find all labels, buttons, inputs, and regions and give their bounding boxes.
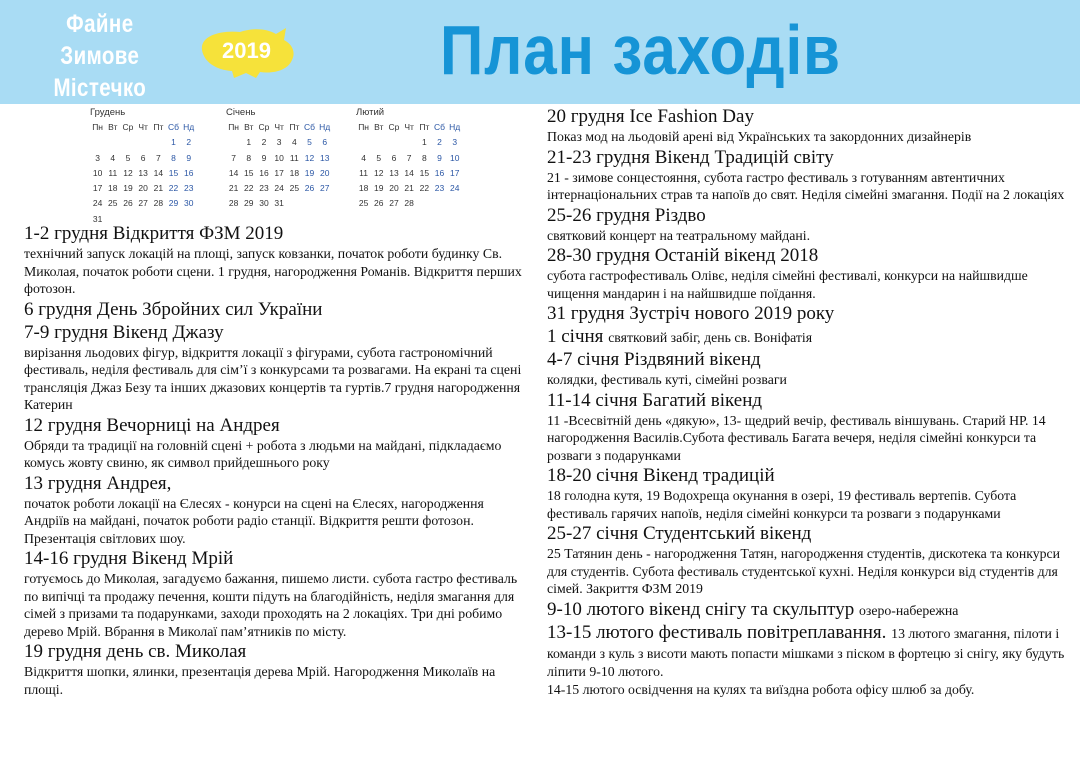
calendar-weekday: Нд [183, 122, 195, 132]
calendar-day: 20 [319, 167, 330, 178]
calendar-day: 25 [289, 183, 300, 194]
event-item [24, 321, 532, 414]
calendar-day: 12 [374, 167, 384, 178]
calendar-day [105, 135, 120, 150]
event-item [547, 598, 1067, 621]
calendar-day: 21 [228, 183, 239, 194]
calendar-weekday-row [356, 120, 462, 135]
event-title: 20 грудня Ice Fashion Day [547, 106, 754, 127]
calendar-day: 11 [359, 167, 368, 178]
calendar-day: 9 [186, 152, 192, 163]
calendar-day: 6 [391, 152, 397, 163]
calendar-day: 11 [289, 152, 299, 163]
calendar-day: 29 [244, 198, 254, 209]
calendar-week [356, 181, 462, 196]
calendar-weekday-row [90, 120, 196, 135]
calendar-day: 9 [437, 152, 442, 163]
event-description: початок роботи локації на Єлесях - конурси на сцені на Єлесях, нагородження Андріїв на майдані, початок роботи радіо станції. Відкриття решти фотозон. Презентація світлових шоу. [24, 495, 484, 546]
event-item [547, 204, 1067, 245]
calendar-day: 2 [186, 137, 192, 148]
calendar-december [90, 106, 196, 227]
calendar-day: 12 [123, 167, 133, 178]
calendar-day: 18 [289, 167, 300, 178]
calendar-weekday: Чт [138, 122, 148, 132]
events-right-column [547, 105, 1067, 698]
event-title-line [547, 244, 1067, 267]
event-item [24, 222, 532, 298]
calendar-month-title: Грудень [90, 107, 126, 118]
calendar-day: 19 [304, 167, 315, 178]
calendar-day: 14 [153, 167, 164, 178]
calendar-day [120, 135, 135, 150]
calendar-weekday: Вт [374, 122, 384, 132]
calendar-day: 26 [304, 183, 315, 194]
calendar-week [90, 151, 196, 166]
calendar-week [356, 196, 462, 211]
calendar-day: 31 [92, 213, 103, 224]
calendar-day: 7 [155, 152, 161, 163]
calendar-day [371, 135, 386, 150]
event-description: готуємось до Миколая, загадуємо бажання, пишемо листи. субота гастро фестиваль по випічці та продажу печення, кошти підуть на благодійність, неділя змагання для сімей з призами та подарунками, заходи проходять на 2 локаціях. Три дні робимо дерево Мрій. Вбрання в Миколаї пам’ятників по місту. [24, 571, 518, 639]
calendar-day: 5 [376, 152, 382, 163]
event-title-line [24, 414, 532, 437]
calendar-day: 24 [449, 183, 460, 194]
calendar-day [151, 135, 166, 150]
calendar-day: 13 [389, 167, 399, 178]
calendar-day: 7 [231, 152, 236, 163]
calendar-day [432, 196, 447, 211]
calendar-day: 23 [183, 183, 194, 194]
calendar-day: 3 [276, 137, 282, 148]
calendar-weekday: Сб [434, 122, 446, 132]
calendar-week [90, 166, 196, 181]
events-left-column [24, 222, 532, 698]
header-banner [0, 0, 1080, 104]
calendar-day: 3 [95, 152, 100, 163]
calendar-day: 27 [389, 198, 399, 209]
calendar-week [226, 181, 332, 196]
event-description: Обряди та традиції на головній сцені + робота з людьми на майдані, підкладаємо комусь жовту свиню, як символ прийдешнього року [24, 437, 502, 470]
event-description: 18 голодна кутя, 19 Водохреща окунання в озері, 19 фестиваль вертепів. Субота фестиваль гарячих напоїв, неділя сімейні конкурси та розваги з подарунками [547, 488, 1017, 521]
calendar-weekday: Сб [304, 122, 316, 132]
calendar-day: 22 [244, 183, 254, 194]
event-item [547, 464, 1067, 522]
calendar-day: 10 [449, 152, 460, 163]
event-title: 4-7 січня Різдвяний вікенд [547, 349, 761, 370]
event-title: 25-27 січня Студентський вікенд [547, 523, 812, 544]
event-title: 11-14 січня Багатий вікенд [547, 389, 763, 411]
page-title: План заходів [440, 11, 841, 89]
calendar-day: 12 [304, 152, 315, 163]
event-title-line [547, 621, 1067, 681]
calendar-week [356, 135, 462, 150]
brand-year: 2019 [222, 38, 271, 63]
calendar-day: 15 [419, 167, 430, 178]
calendar-day: 28 [153, 198, 164, 209]
calendar-day [356, 135, 371, 150]
event-title-line [547, 105, 1067, 128]
calendar-day: 8 [421, 152, 427, 163]
calendar-day: 10 [92, 167, 103, 178]
calendar-weekday: Чт [274, 122, 284, 132]
calendar-day: 29 [168, 198, 179, 209]
event-title-line [547, 464, 1067, 487]
calendar-day: 1 [246, 137, 252, 148]
calendar-weekday: Вт [244, 122, 254, 132]
event-title: 18-20 січня Вікенд традицій [547, 465, 775, 486]
calendar-day [226, 135, 241, 150]
calendar-week [226, 166, 332, 181]
calendar-day: 31 [274, 198, 284, 209]
calendar-day: 21 [153, 183, 164, 194]
calendar-day: 24 [92, 198, 103, 209]
event-title-line [547, 389, 1067, 412]
event-description: Показ мод на льодовій арені від Українських та закордонних дизайнерів [547, 129, 972, 144]
calendar-weekday: Ср [122, 122, 134, 132]
calendar-day: 17 [449, 167, 460, 178]
calendar-weekday: Пн [228, 122, 239, 132]
calendar-day: 6 [140, 152, 146, 163]
calendar-day: 26 [374, 198, 384, 209]
calendar-day: 21 [404, 183, 414, 194]
event-title-line [24, 298, 532, 321]
event-description: Відкриття шопки, ялинки, презентація дерева Мрій. Нагородження Миколаїв на площі. [24, 664, 496, 697]
calendar-day: 22 [168, 183, 179, 194]
calendar-day: 14 [404, 167, 414, 178]
event-title: 19 грудня день св. Миколая [24, 641, 247, 662]
event-title: 25-26 грудня Різдво [547, 204, 706, 226]
event-title-line [547, 302, 1067, 325]
event-title-line [547, 204, 1067, 227]
event-title-line [24, 321, 532, 344]
calendar-day: 2 [437, 137, 442, 148]
event-item [547, 681, 1067, 699]
event-item [24, 547, 532, 640]
calendar-weekday: Пн [92, 122, 103, 132]
event-title: 13 грудня Андрея, [24, 472, 172, 494]
calendar-day: 13 [138, 167, 148, 178]
calendar-weekday: Сб [168, 122, 180, 132]
event-title-line [547, 522, 1067, 545]
calendar-day: 20 [138, 183, 148, 194]
calendar-week [226, 196, 332, 211]
event-title: 1-2 грудня Відкриття ФЗМ 2019 [24, 223, 284, 244]
calendar-day [317, 196, 332, 211]
calendar-day: 30 [183, 198, 194, 209]
event-title: 7-9 грудня Вікенд Джазу [24, 321, 224, 343]
event-description: колядки, фестиваль куті, сімейні розваги [547, 372, 787, 387]
calendar-weekday: Пт [153, 122, 164, 132]
event-item [24, 298, 532, 321]
event-inline-note: озеро-набережна [858, 602, 959, 618]
calendar-day: 8 [171, 152, 176, 163]
event-description: технічний запуск локацій на площі, запуск ковзанки, початок роботи будинку Св. Миколая, початок роботи сцени. 1 грудня, нагородження Романів. Відкриття перших фотозон. [24, 246, 522, 296]
calendar-weekday: Вт [108, 122, 118, 132]
calendar-week [90, 181, 196, 196]
event-item [547, 621, 1067, 681]
event-item [547, 302, 1067, 325]
event-item [24, 414, 532, 472]
calendar-month-title: Лютий [356, 107, 385, 118]
event-inline-note: 13 лютого змагання, пілоти і команди з куль з висоти мають попасти мішками з піском в фортецю зі снігу, яку будуть ліпити 9-10 лютого. [547, 625, 1065, 679]
calendar-week [90, 196, 196, 211]
event-title: 21-23 грудня Вікенд Традицій світу [547, 146, 834, 168]
calendar-week [226, 151, 332, 166]
calendar-day: 16 [434, 167, 445, 178]
calendar-day: 25 [358, 198, 369, 209]
event-description: 14-15 лютого освідчення на кулях та виїздна робота офісу шлюб за добу. [547, 681, 975, 697]
event-item [547, 325, 1067, 348]
event-item [24, 472, 532, 548]
calendar-weekday: Пт [289, 122, 300, 132]
calendar-week [356, 151, 462, 166]
brand-line-1: Файне Зимове [60, 10, 140, 70]
calendar-day: 3 [452, 137, 458, 148]
calendar-day [402, 135, 417, 150]
brand-logo [24, 8, 176, 104]
calendar-day: 27 [319, 183, 330, 194]
event-item [547, 522, 1067, 598]
calendar-weekday: Ср [388, 122, 400, 132]
event-item [547, 348, 1067, 389]
calendar-day: 15 [244, 167, 254, 178]
calendar-day: 5 [125, 152, 131, 163]
calendar-day: 17 [274, 167, 284, 178]
calendar-day: 28 [404, 198, 414, 209]
event-inline-note: святковий забіг, день св. Воніфатія [608, 330, 813, 345]
calendar-month-title: Січень [226, 107, 256, 118]
event-description: 21 - зимове сонцестояння, субота гастро фестиваль з готуванням автентичних інтернаціональних страв та напоїв до свят. Неділя сімейні змагання. Події на 2 локаціях [547, 169, 1065, 202]
calendar-weekday: Нд [449, 122, 461, 132]
event-title-line [24, 222, 532, 245]
brand-line-2: Містечко [53, 74, 147, 102]
event-title: 1 січня [547, 326, 604, 347]
calendar-day: 15 [168, 167, 179, 178]
calendar-day: 16 [183, 167, 194, 178]
event-title: 6 грудня День Збройних сил України [24, 298, 323, 320]
event-title-line [547, 325, 1067, 348]
event-title: 12 грудня Вечорниці на Андрея [24, 414, 280, 436]
calendar-weekday: Чт [404, 122, 414, 132]
event-title: 9-10 лютого вікенд снігу та скульптур [547, 598, 855, 620]
calendar-day: 9 [261, 152, 267, 163]
calendar-weekday: Ср [258, 122, 270, 132]
event-item [547, 105, 1067, 146]
calendar-day: 23 [259, 183, 269, 194]
calendar-day: 24 [274, 183, 284, 194]
calendar-day [417, 196, 432, 211]
calendar-january [226, 106, 332, 212]
calendar-day: 6 [322, 137, 328, 148]
calendar-day: 19 [374, 183, 384, 194]
event-description: субота гастрофестиваль Олівє, неділя сімейні фестивалі, конкурси на найшвидше чищення мандарин і на найшвидше поїдання. [547, 268, 1028, 301]
calendar-weekday-row [226, 120, 332, 135]
calendar-day: 18 [358, 183, 369, 194]
calendar-day [136, 135, 151, 150]
calendar-february [356, 106, 462, 212]
calendar-day: 26 [123, 198, 133, 209]
calendar-day: 1 [171, 137, 176, 148]
calendar-weekday: Пн [358, 122, 369, 132]
calendar-day [302, 196, 317, 211]
event-title-line [24, 472, 532, 495]
calendar-day: 27 [138, 198, 148, 209]
event-item [547, 244, 1067, 302]
calendar-day: 11 [108, 167, 118, 178]
calendar-week [226, 135, 332, 150]
calendar-day: 14 [228, 167, 239, 178]
event-title: 13-15 лютого фестиваль повітреплавання. [547, 621, 887, 643]
event-title: 14-16 грудня Вікенд Мрій [24, 548, 234, 569]
event-title-line [547, 598, 1067, 621]
calendar-weekday: Пт [419, 122, 430, 132]
calendar-day: 4 [291, 137, 297, 148]
calendar-day: 18 [108, 183, 118, 194]
calendar-day: 7 [406, 152, 412, 163]
calendar-day: 10 [274, 152, 284, 163]
calendar-day [90, 135, 105, 150]
calendar-day: 2 [261, 137, 267, 148]
event-description: 11 -Всесвітній день «дякую», 13- щедрий вечір, фестиваль віншувань. Старий НР. 14 нагородження Василів.Субота фестиваль Багата вечеря, неділя сімейні конкурси та розваги з подарунками [547, 412, 1046, 463]
calendar-day: 4 [110, 152, 116, 163]
calendar-day [447, 196, 462, 211]
calendar-day: 1 [421, 137, 427, 148]
calendar-day: 17 [92, 183, 103, 194]
calendar-day: 23 [434, 183, 445, 194]
calendar-day [386, 135, 401, 150]
calendar-weekday: Нд [319, 122, 331, 132]
event-title-line [24, 547, 532, 570]
calendar-day: 16 [259, 167, 269, 178]
event-description: вирізання льодових фігур, відкриття локації з фігурами, субота гастрономічний фестиваль, неділя фестиваль для сім’ї з конкурсами та розвагами. На екрані та сцені трансляція Джаз Безу та інших джазових концертів та гуртів.7 грудня нагородження Катерин [24, 344, 522, 412]
event-title: 31 грудня Зустріч нового 2019 року [547, 303, 835, 324]
calendar-day: 20 [389, 183, 399, 194]
event-title-line [547, 146, 1067, 169]
calendar-day: 4 [361, 152, 366, 163]
calendar-day: 8 [246, 152, 252, 163]
event-description: 25 Татянин день - нагородження Татян, нагородження студентів, дискотека та конкурси для студентів. Субота фестиваль студентської кухні. Неділя конкурси від студентів для сімей. Закриття ФЗМ 2019 [547, 546, 1061, 596]
calendar-day: 28 [228, 198, 239, 209]
event-item [547, 146, 1067, 204]
event-description: святковий концерт на театральному майдані. [547, 227, 811, 243]
event-title-line [547, 348, 1067, 371]
calendar-day: 19 [123, 183, 133, 194]
event-item [547, 389, 1067, 465]
calendar-week [356, 166, 462, 181]
calendar-day [287, 196, 302, 211]
calendar-day: 5 [307, 137, 312, 148]
calendar-day: 13 [319, 152, 330, 163]
calendar-week [90, 135, 196, 150]
event-title: 28-30 грудня Останій вікенд 2018 [547, 245, 819, 266]
calendar-day: 25 [108, 198, 118, 209]
event-item [24, 640, 532, 698]
calendar-day: 22 [419, 183, 430, 194]
calendar-day: 30 [259, 198, 269, 209]
event-title-line [24, 640, 532, 663]
